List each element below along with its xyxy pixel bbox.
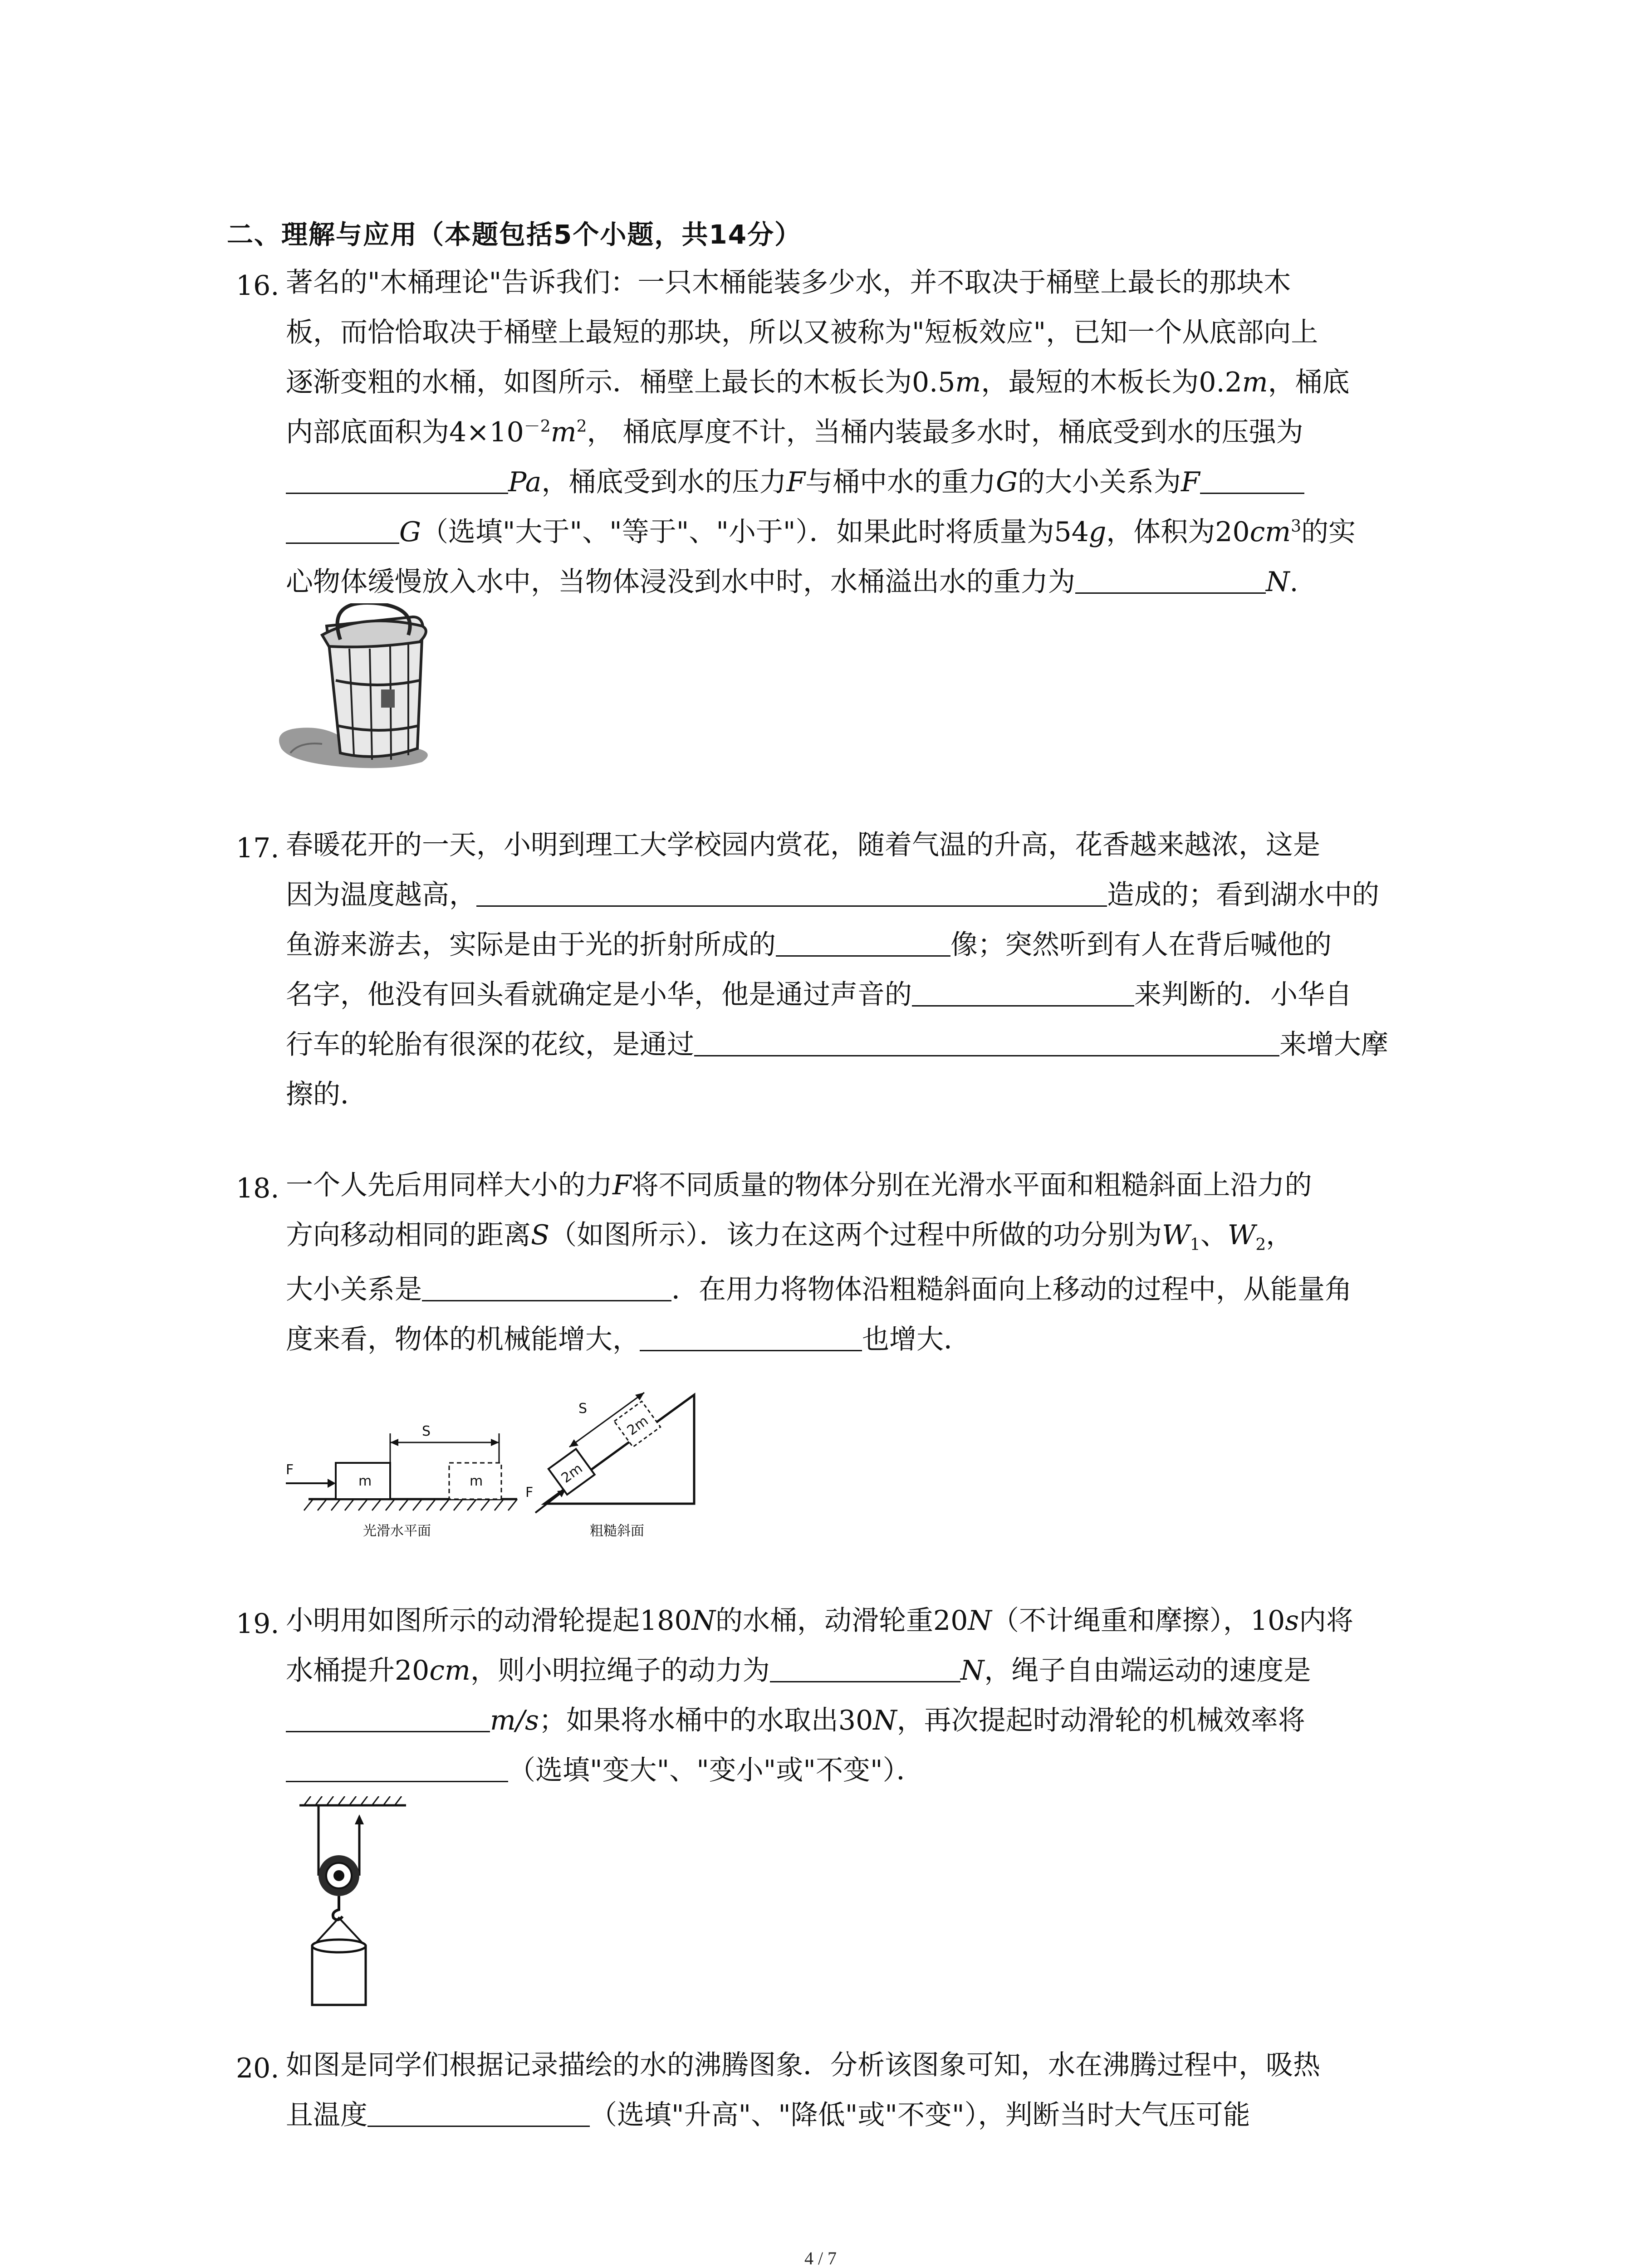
fig-label: m <box>470 1473 483 1489</box>
fig-label: 2m <box>624 1413 652 1439</box>
q18-line-2: 方向移动相同的距离S（如图所示）．该力在这两个过程中所做的功分别为$W_1$、$W_2$， <box>286 1219 1293 1254</box>
answer-blank[interactable] <box>286 520 399 544</box>
q16-line-5: Pa，桶底受到水的压力F与桶中水的重力G的大小关系为F <box>286 466 1304 499</box>
q17-line-1: 春暖花开的一天，小明到理工大学校园内赏花，随着气温的升高，花香越来越浓，这是 <box>286 829 1320 861</box>
q17-line-2: 因为温度越高， 造成的；看到湖水中的 <box>286 879 1379 911</box>
fig-label: S <box>578 1401 588 1417</box>
answer-blank[interactable] <box>286 470 508 494</box>
section-title: 二、理解与应用（本题包括5个小题，共14分） <box>227 219 802 250</box>
question-number: 20. <box>236 2053 279 2084</box>
q16-line-3: 逐渐变粗的水桶，如图所示．桶壁上最长的木板长为0.5m，最短的木板长为0.2m，桶底 <box>286 367 1350 398</box>
force-incline-figure <box>277 1372 730 1545</box>
q20-line-2: 且温度 （选填"升高"、"降低"或"不变"），判断当时大气压可能 <box>286 2099 1250 2131</box>
fig-caption: 光滑水平面 <box>363 1523 431 1539</box>
bucket-figure <box>272 603 463 776</box>
q19-line-1: 小明用如图所示的动滑轮提起180N的水桶，动滑轮重20N（不计绳重和摩擦），10s内将 <box>286 1605 1354 1637</box>
answer-blank[interactable] <box>694 1032 1279 1056</box>
q18-line-1: 一个人先后用同样大小的力F将不同质量的物体分别在光滑水平面和粗糙斜面上沿力的 <box>286 1169 1312 1201</box>
q19-line-4: （选填"变大"、"变小"或"不变"）． <box>286 1754 924 1787</box>
q19-line-3: m/s；如果将水桶中的水取出30N，再次提起时动滑轮的机械效率将 <box>286 1704 1305 1737</box>
fig-label: F <box>286 1462 294 1478</box>
question-number: 16. <box>236 270 279 302</box>
q17-line-5: 行车的轮胎有很深的花纹，是通过 来增大摩 <box>286 1029 1388 1061</box>
pulley-figure <box>295 1796 413 2009</box>
question-number: 17. <box>236 832 279 864</box>
q17-line-6: 擦的． <box>286 1079 367 1110</box>
fig-caption: 粗糙斜面 <box>590 1523 644 1539</box>
q16-line-6: G（选填"大于"、"等于"、"小于"）．如果此时将质量为54g，体积为$20cm^3$的实 <box>286 516 1356 548</box>
fig-label: m <box>358 1473 372 1489</box>
answer-blank[interactable] <box>776 933 950 957</box>
q16-line-2: 板，而恰恰取决于桶壁上最短的那块，所以又被称为"短板效应"，已知一个从底部向上 <box>286 317 1318 348</box>
answer-blank[interactable] <box>912 982 1134 1007</box>
q16-line-4: 内部底面积为$4\times 10^{-2}m^2$， 桶底厚度不计，当桶内装最多水时，桶底受到水的压强为 <box>286 416 1303 448</box>
q16-line-1: 著名的"木桶理论"告诉我们：一只木桶能装多少水，并不取决于桶壁上最长的那块木 <box>286 267 1291 298</box>
answer-blank[interactable] <box>286 1708 490 1732</box>
page-number: 4 / 7 <box>804 2248 837 2268</box>
answer-blank[interactable] <box>770 1658 960 1682</box>
q18-line-3: 大小关系是 ．在用力将物体沿粗糙斜面向上移动的过程中，从能量角 <box>286 1274 1352 1305</box>
fig-label: 2m <box>558 1460 586 1486</box>
fig-label: F <box>525 1485 534 1501</box>
answer-blank[interactable] <box>476 883 1107 907</box>
q20-line-1: 如图是同学们根据记录描绘的水的沸腾图象．分析该图象可知，水在沸腾过程中，吸热 <box>286 2049 1320 2081</box>
fig-label: S <box>422 1423 431 1439</box>
q17-line-3: 鱼游来游去，实际是由于光的折射所成的 像；突然听到有人在背后喊他的 <box>286 929 1332 961</box>
answer-blank[interactable] <box>367 2103 590 2127</box>
q19-line-2: 水桶提升20cm，则小明拉绳子的动力为 N，绳子自由端运动的速度是 <box>286 1655 1311 1686</box>
answer-blank[interactable] <box>422 1277 671 1301</box>
answer-blank[interactable] <box>1075 570 1266 594</box>
answer-blank[interactable] <box>1200 470 1304 494</box>
q18-line-4: 度来看，物体的机械能增大， 也增大． <box>286 1324 971 1355</box>
question-number: 18. <box>236 1173 279 1204</box>
q17-line-4: 名字，他没有回头看就确定是小华，他是通过声音的 来判断的．小华自 <box>286 979 1352 1011</box>
answer-blank[interactable] <box>286 1758 508 1782</box>
answer-blank[interactable] <box>640 1327 862 1351</box>
q16-line-7: 心物体缓慢放入水中，当物体浸没到水中时，水桶溢出水的重力为 N. <box>286 566 1298 598</box>
question-number: 19. <box>236 1608 279 1640</box>
